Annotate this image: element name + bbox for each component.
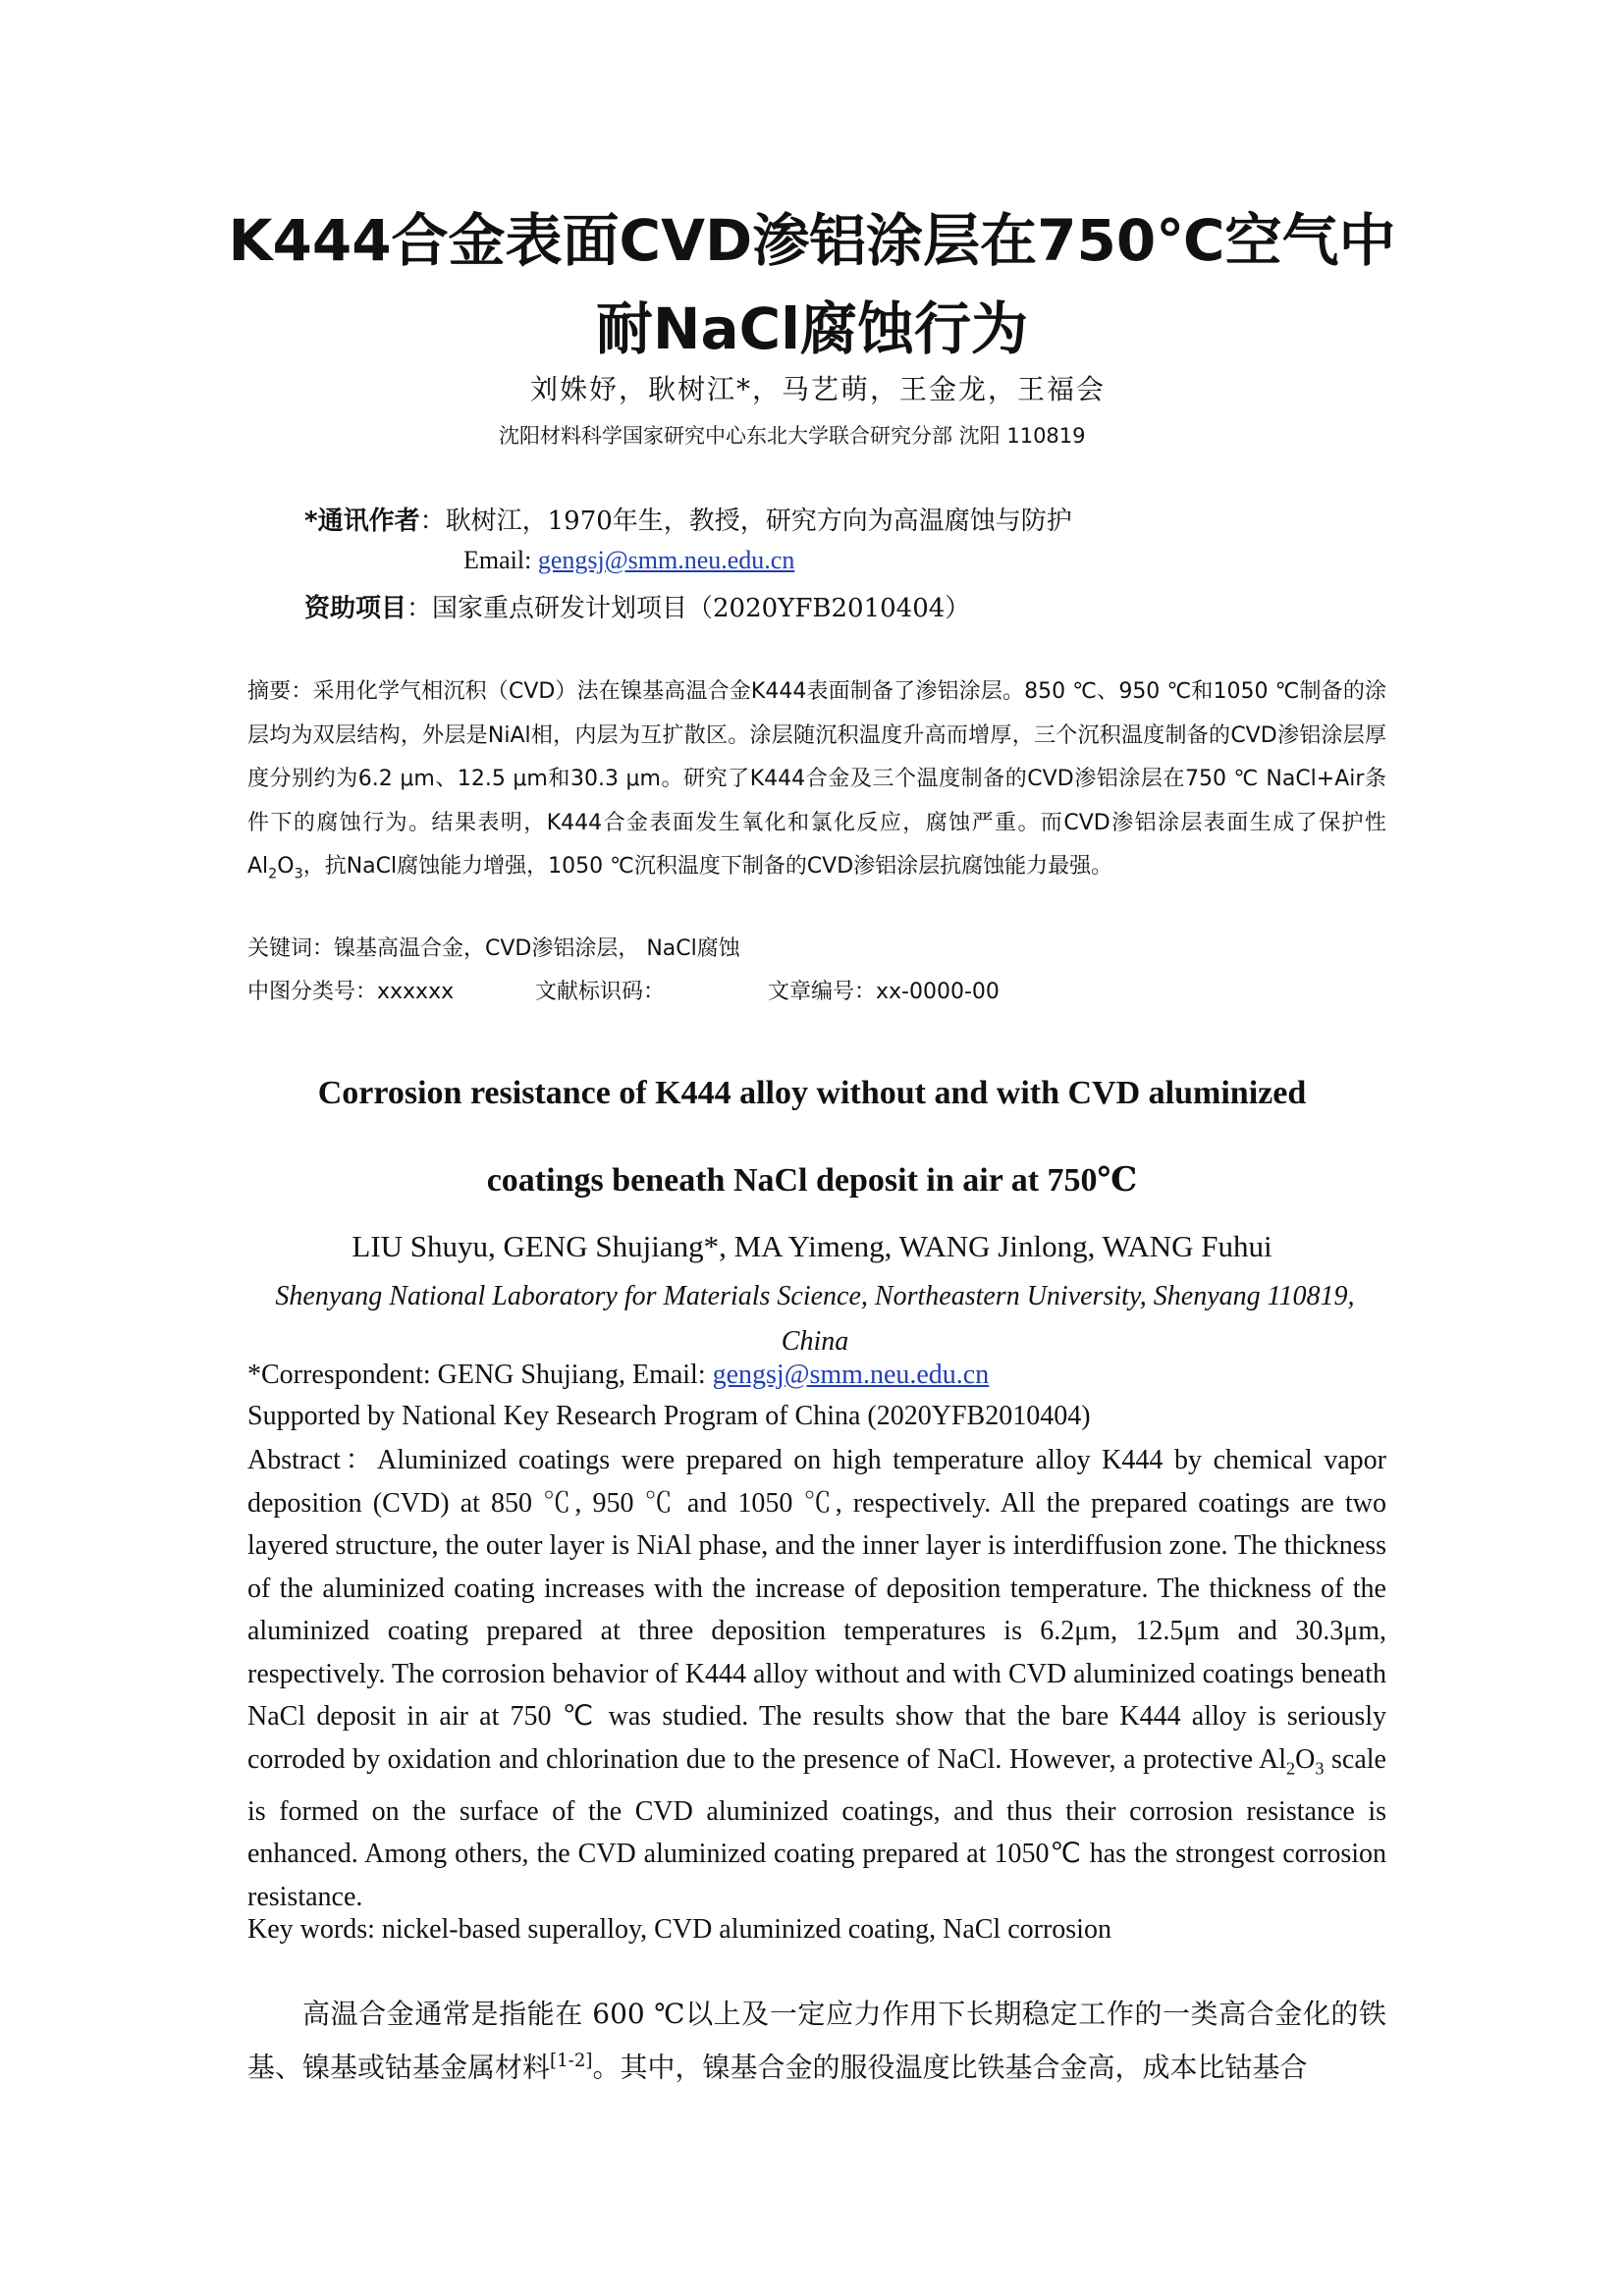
- correspondent-label: *通讯作者: [304, 507, 420, 536]
- subscript-2: 2: [268, 866, 278, 882]
- chinese-abstract-o: O: [277, 854, 295, 879]
- correspondent-text: ：耿树江，1970年生，教授，研究方向为高温腐蚀与防护: [419, 507, 1072, 536]
- subscript-3: 3: [1315, 1758, 1325, 1779]
- english-abstract-text: Abstract：Aluminized coatings were prepared on high temperature alloy K444 by chemical vapor deposition (CVD) at 850 ℃, 950 ℃ and 1050 ℃, respectively. All the prepared coatings are two layered structure, the outer layer is NiAl phase, and the inner layer is interdiffusion zone. The thickness of the aluminized coating increases with the increase of deposition temperature. The thickness of the aluminized coating prepared at three deposition temperatures is 6.2μm, 12.5μm and 30.3μm, respectively. The corrosion behavior of K444 alloy without and with CVD aluminized coatings beneath NaCl deposit in air at 750 ℃ was studied. The results show that the bare K444 alloy is seriously corroded by oxidation and chlorination due to the presence of NaCl. However, a protective Al: [247, 1445, 1386, 1775]
- subscript-2: 2: [1286, 1758, 1296, 1779]
- body-paragraph: [247, 1991, 1386, 2091]
- chinese-authors: 刘姝妤，耿树江*，马艺萌，王金龙，王福会: [530, 373, 1107, 405]
- citation-reference[interactable]: [1-2]: [550, 2051, 593, 2071]
- chinese-abstract: [247, 670, 1386, 896]
- article-number: 文章编号：xx-0000-00: [768, 980, 1000, 1004]
- chinese-abstract-text: 摘要：采用化学气相沉积（CVD）法在镍基高温合金K444表面制备了渗铝涂层。850 ℃、950 ℃和1050 ℃制备的涂层均为双层结构，外层是NiAl相，内层为互扩散区。涂层随沉积温度升高而增厚，三个沉积温度制备的CVD渗铝涂层厚度分别约为6.2 μm、12.5 μm和30.3 μm。研究了K444合金及三个温度制备的CVD渗铝涂层在750 ℃ NaCl+Air条件下的腐蚀行为。结果表明，K444合金表面发生氧化和氯化反应，腐蚀严重。而CVD渗铝涂层表面生成了保护性Al: [247, 679, 1386, 879]
- english-abstract: [247, 1439, 1386, 1918]
- english-authors: LIU Shuyu, GENG Shujiang*, MA Yimeng, WANG Jinlong, WANG Fuhui: [352, 1229, 1272, 1263]
- funding-text: ：国家重点研发计划项目（2020YFB2010404）: [406, 594, 971, 623]
- english-title-line-1: Corrosion resistance of K444 alloy without and with CVD aluminized: [317, 1075, 1307, 1111]
- english-correspondent-text: *Correspondent: GENG Shujiang, Email:: [247, 1360, 713, 1390]
- english-email-link[interactable]: gengsj@smm.neu.edu.cn: [712, 1360, 990, 1390]
- chinese-title: [147, 196, 1477, 373]
- correspondent-info: [304, 501, 1072, 537]
- english-abstract-o: O: [1295, 1743, 1316, 1775]
- chinese-title-line-2: 耐NaCl腐蚀行为: [595, 295, 1029, 362]
- english-keywords: Key words: nickel-based superalloy, CVD aluminized coating, NaCl corrosion: [247, 1914, 1111, 1945]
- english-supported: Supported by National Key Research Program of China (2020YFB2010404): [247, 1401, 1091, 1431]
- email-line: [463, 546, 794, 575]
- funding-info: [304, 588, 970, 624]
- email-label: Email:: [463, 546, 538, 574]
- clc-number: 中图分类号：xxxxxx: [247, 980, 455, 1004]
- document-code: 文献标识码：: [535, 980, 666, 1004]
- body-text-2: 。其中，镍基合金的服役温度比铁基合金高，成本比钴基合: [592, 2051, 1308, 2084]
- english-correspondent: [247, 1360, 989, 1391]
- subscript-3: 3: [294, 866, 303, 882]
- english-title-line-2: coatings beneath NaCl deposit in air at 750℃: [486, 1162, 1138, 1199]
- email-link[interactable]: gengsj@smm.neu.edu.cn: [537, 546, 795, 574]
- body-text: 高温合金通常是指能在 600 ℃以上及一定应力作用下长期稳定工作的一类高合金化的铁基、镍基或钴基金属材料: [247, 1998, 1386, 2084]
- chinese-keywords: 关键词：镍基高温合金，CVD渗铝涂层， NaCl腐蚀: [247, 936, 740, 961]
- chinese-abstract-text-2: ，抗NaCl腐蚀能力增强，1050 ℃沉积温度下制备的CVD渗铝涂层抗腐蚀能力最强。: [302, 854, 1113, 879]
- english-abstract-text-2: scale is formed on the surface of the CVD aluminized coatings, and thus their corrosion resistance is enhanced. Among others, the CVD aluminized coating prepared at 1050℃ has the strongest corrosion resistance.: [247, 1743, 1386, 1912]
- chinese-affiliation: 沈阳材料科学国家研究中心东北大学联合研究分部 沈阳 110819: [499, 424, 1086, 448]
- english-affiliation: Shenyang National Laboratory for Materials Science, Northeastern University, Shenyang 110819, China: [275, 1281, 1355, 1357]
- funding-label: 资助项目: [304, 594, 407, 623]
- chinese-title-line-1: K444合金表面CVD渗铝涂层在750℃空气中: [228, 207, 1396, 274]
